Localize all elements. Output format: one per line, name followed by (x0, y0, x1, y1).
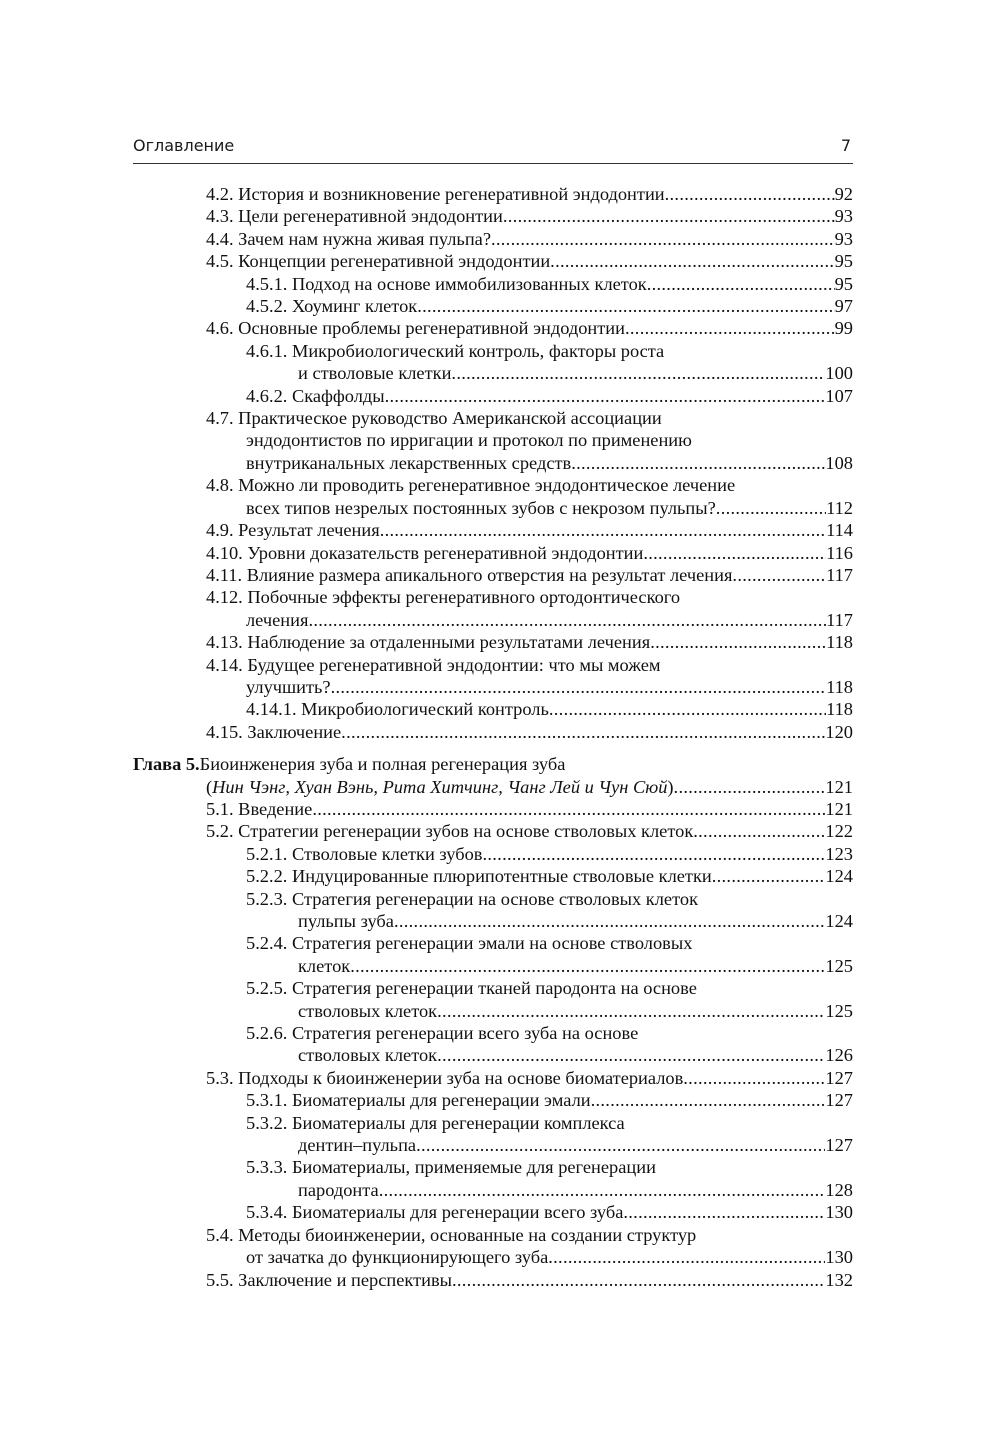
page-number: 126 (825, 1045, 853, 1066)
leader-dots (716, 497, 826, 519)
page-number: 124 (825, 911, 853, 931)
page-number: 108 (825, 452, 853, 473)
page-number: 125 (825, 955, 853, 976)
entry-text: всех типов незрелых постоянных зубов с некрозом пульпы? (246, 497, 716, 518)
toc-entry[interactable] (133, 977, 853, 1022)
toc-entry[interactable] (133, 586, 853, 631)
entry-text: 5.2.6. Стратегия регенерации всего зуба на основе (246, 1023, 639, 1044)
toc-entry[interactable] (133, 843, 853, 865)
page-number: 124 (825, 866, 853, 887)
toc-entry[interactable] (133, 295, 853, 317)
leader-dots (417, 295, 834, 317)
header-page-number: 7 (840, 136, 851, 155)
leader-dots (394, 910, 825, 932)
entry-text: 4.14. Будущее регенеративной эндодонтии: что мы можем (206, 654, 661, 675)
leader-dots (683, 1067, 825, 1089)
entry-text: 5.2. Стратегии регенерации зубов на основе стволовых клеток (206, 821, 694, 842)
entry-text: 5.3.4. Биоматериалы для регенерации всего зуба (246, 1202, 624, 1223)
entry-text: 5.2.2. Индуцированные плюрипотентные стволовые клетки (246, 866, 712, 887)
page-number: 118 (826, 632, 853, 653)
page-number: 117 (826, 609, 853, 630)
page-number: 127 (825, 1090, 853, 1111)
entry-text: 5.3.3. Биоматериалы, применяемые для регенерации (246, 1157, 656, 1178)
page-number: 130 (825, 1202, 853, 1223)
toc-entry[interactable] (133, 1224, 853, 1269)
leader-dots (379, 1179, 826, 1201)
entry-text: пародонта (298, 1179, 379, 1200)
entry-text: стволовых клеток (298, 1045, 438, 1066)
entry-text: лечения (246, 609, 309, 630)
entry-text: внутриканальных лекарственных средств (246, 452, 572, 473)
toc-chapter-5[interactable]: Глава 5. Биоинженерия зуба и полная регенерация зуба ( Нин Чэнг, Хуан Вэнь, Рита Хитчинг, Чанг Лей и Чун Сюй ) ..... 121 (133, 753, 853, 798)
entry-text: 5.2.1. Стволовые клетки зубов (246, 843, 483, 864)
page-number: 114 (826, 520, 853, 541)
leader-dots (732, 564, 826, 586)
entry-text: 5.4. Методы биоинженерии, основанные на создании структур (206, 1224, 697, 1245)
toc-entry[interactable] (133, 542, 853, 564)
chapter-authors: Нин Чэнг, Хуан Вэнь, Рита Хитчинг, Чанг Лей и Чун Сюй (212, 776, 668, 797)
toc-entry[interactable] (133, 1022, 853, 1067)
entry-text: 4.8. Можно ли проводить регенеративное эндодонтическое лечение (206, 475, 736, 496)
entry-text: улучшить? (246, 676, 331, 697)
leader-dots (437, 1044, 825, 1066)
leader-dots (341, 721, 825, 743)
leader-dots (550, 250, 834, 272)
page-number: 93 (834, 228, 853, 249)
entry-text: 4.7. Практическое руководство Американской ассоциации (206, 408, 662, 429)
toc-entry[interactable] (133, 820, 853, 842)
entry-text: и стволовые клетки (298, 363, 452, 384)
entry-text: 4.10. Уровни доказательств регенеративной эндодонтии (206, 542, 644, 563)
toc-section-chapter5 (133, 798, 853, 1291)
page-number: 125 (825, 1000, 853, 1021)
chapter-title: Биоинженерия зуба и полная регенерация зуба (199, 754, 566, 775)
entry-text: 4.12. Побочные эффекты регенеративного ортодонтического (206, 587, 681, 608)
entry-text: 4.4. Зачем нам нужна живая пульпа? (206, 228, 491, 249)
toc-entry[interactable] (133, 1112, 853, 1157)
leader-dots (385, 385, 826, 407)
entry-text: 4.6.1. Микробиологический контроль, факторы роста (246, 340, 665, 361)
page-number: 99 (834, 318, 853, 339)
toc-entry[interactable] (133, 407, 853, 474)
toc-entry[interactable] (133, 631, 853, 653)
page-number: 93 (834, 206, 853, 227)
entry-text: 4.5. Концепции регенеративной эндодонтии (206, 251, 551, 272)
entry-text: клеток (298, 955, 351, 976)
entry-text: 4.9. Результат лечения (206, 520, 380, 541)
toc-entry[interactable] (133, 798, 853, 820)
leader-dots (647, 273, 835, 295)
entry-text: 4.15. Заключение (206, 721, 342, 742)
entry-text: пульпы зуба (298, 911, 394, 931)
toc-entry[interactable] (133, 250, 853, 272)
page-number: 121 (825, 798, 853, 819)
toc-entry[interactable] (133, 317, 853, 339)
leader-dots (437, 1000, 825, 1022)
page-number: 95 (834, 273, 853, 294)
table-of-contents (133, 183, 853, 1291)
entry-text: 5.3.1. Биоматериалы для регенерации эмали (246, 1090, 591, 1111)
toc-entry[interactable] (133, 385, 853, 407)
entry-text: 4.6.2. Скаффолды (246, 385, 385, 406)
chapter-label: Глава 5. (133, 754, 200, 775)
leader-dots (491, 228, 835, 250)
toc-section-chapter4 (133, 183, 853, 743)
toc-entry[interactable] (133, 865, 853, 887)
entry-text: стволовых клеток (298, 1000, 438, 1021)
page-number: 117 (826, 564, 853, 585)
toc-entry[interactable] (133, 1156, 853, 1201)
leader-dots (591, 1089, 826, 1111)
entry-text: 5.5. Заключение и перспективы (206, 1269, 452, 1290)
toc-entry[interactable] (133, 721, 853, 743)
page-number: 123 (825, 843, 853, 864)
page-number: 132 (825, 1269, 853, 1290)
entry-text: 4.3. Цели регенеративной эндодонтии (206, 206, 503, 227)
leader-dots (549, 698, 826, 720)
entry-text: 4.11. Влияние размера апикального отверстия на результат лечения (206, 564, 733, 585)
toc-entry[interactable] (133, 474, 853, 519)
entry-text: 5.1. Введение (206, 798, 313, 819)
toc-entry[interactable] (133, 1067, 853, 1089)
toc-entry[interactable] (133, 1269, 853, 1291)
entry-text: дентин–пульпа (298, 1135, 417, 1156)
page-number: 118 (826, 676, 853, 697)
leader-dots (452, 1269, 825, 1291)
header-title: Оглавление (133, 136, 235, 155)
toc-entry[interactable] (133, 564, 853, 586)
entry-text: 5.2.5. Стратегия регенерации тканей пародонта на основе (246, 978, 697, 999)
entry-text: 4.6. Основные проблемы регенеративной эндодонтии (206, 318, 625, 339)
page-number: 120 (825, 721, 853, 742)
page-number: 92 (834, 184, 853, 204)
page-number: 127 (825, 1135, 853, 1156)
page-number: 130 (825, 1247, 853, 1268)
leader-dots (571, 452, 825, 474)
entry-text: 4.14.1. Микробиологический контроль (246, 699, 549, 720)
leader-dots (643, 542, 826, 564)
toc-entry[interactable] (133, 205, 853, 227)
leader-dots (451, 362, 825, 384)
toc-entry[interactable] (133, 888, 853, 933)
toc-entry[interactable] (133, 228, 853, 250)
entry-text: 4.13. Наблюдение за отдаленными результатами лечения (206, 632, 651, 653)
page-number: 128 (825, 1179, 853, 1200)
toc-entry[interactable] (133, 698, 853, 720)
toc-entry[interactable] (133, 654, 853, 699)
leader-dots (308, 609, 826, 631)
entry-text: 5.3.2. Биоматериалы для регенерации комплекса (246, 1112, 625, 1133)
running-header (133, 134, 853, 160)
entry-text: 5.2.3. Стратегия регенерации на основе стволовых клеток (246, 888, 698, 909)
leader-dots (674, 776, 826, 798)
entry-text: 5.2.4. Стратегия регенерации эмали на основе стволовых (246, 933, 693, 954)
entry-text: 5.3. Подходы к биоинженерии зуба на основе биоматериалов (206, 1067, 684, 1088)
toc-entry[interactable] (133, 340, 853, 385)
toc-entry[interactable] (133, 183, 853, 205)
toc-entry[interactable] (133, 519, 853, 541)
page-number: 127 (825, 1067, 853, 1088)
leader-dots (350, 955, 825, 977)
leader-dots (712, 865, 826, 887)
entry-text: от зачатка до функционирующего зуба (246, 1247, 549, 1268)
page-number: 95 (834, 251, 853, 272)
entry-text: 4.2. История и возникновение регенеративной эндодонтии (206, 184, 665, 204)
page-number: 112 (826, 497, 853, 518)
page-number: 116 (826, 542, 853, 563)
leader-dots (693, 820, 825, 842)
leader-dots (548, 1246, 825, 1268)
leader-dots (623, 1201, 825, 1223)
page-number: 100 (825, 363, 853, 384)
toc-entry[interactable] (133, 1201, 853, 1223)
page-number: 118 (826, 699, 853, 720)
entry-text: эндодонтистов по ирригации и протокол по применению (246, 430, 692, 451)
toc-entry[interactable] (133, 273, 853, 295)
header-rule (133, 163, 853, 164)
leader-dots (331, 676, 826, 698)
page-number: 122 (825, 821, 853, 842)
page-number: 97 (834, 296, 853, 317)
toc-entry[interactable] (133, 1089, 853, 1111)
leader-dots (625, 317, 835, 339)
page-number: 107 (825, 385, 853, 406)
entry-text: 4.5.2. Хоуминг клеток (246, 296, 418, 317)
leader-dots (503, 205, 835, 227)
leader-dots (665, 183, 835, 205)
page-number: 121 (825, 776, 853, 797)
leader-dots (650, 631, 826, 653)
toc-entry[interactable] (133, 932, 853, 977)
leader-dots (380, 519, 826, 541)
entry-text: 4.5.1. Подход на основе иммобилизованных клеток (246, 273, 647, 294)
leader-dots (416, 1134, 825, 1156)
leader-dots (482, 843, 825, 865)
leader-dots (312, 798, 825, 820)
